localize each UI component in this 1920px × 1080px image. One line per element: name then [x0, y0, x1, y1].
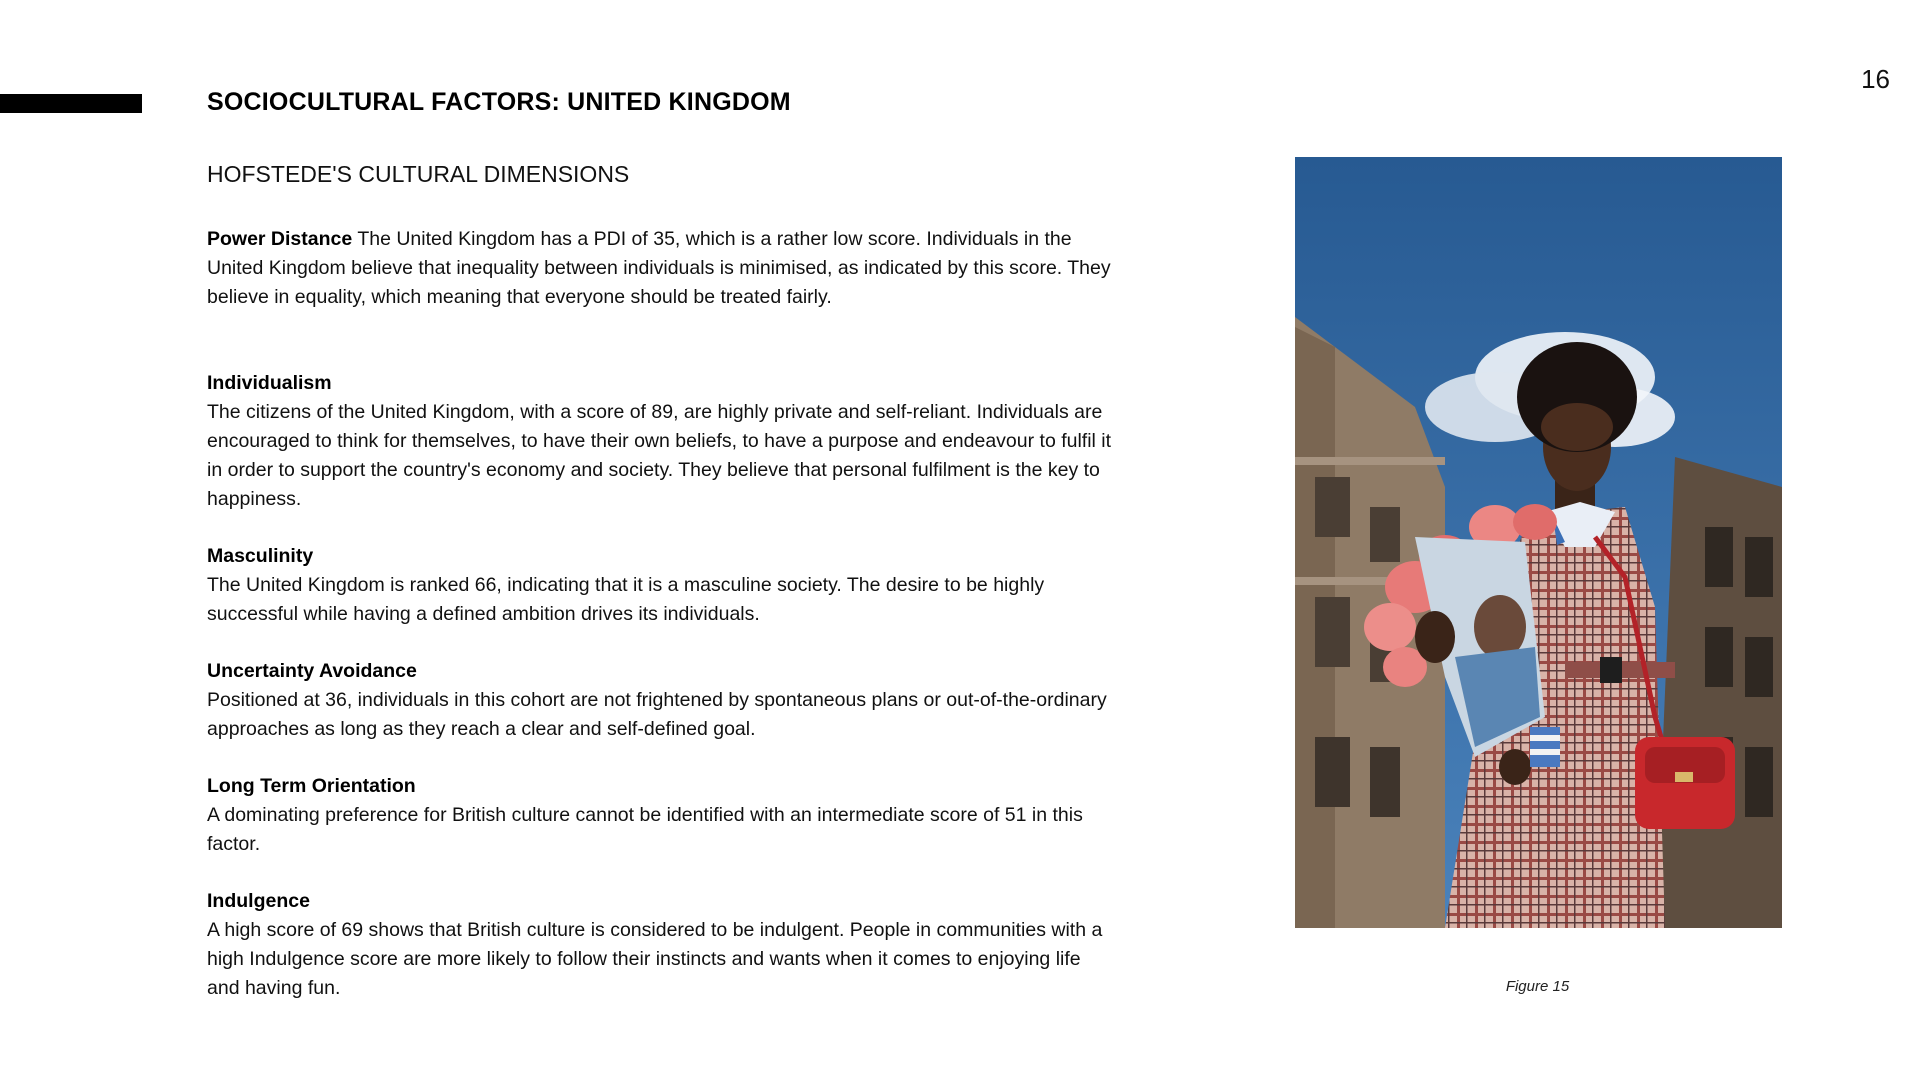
- page-title: SOCIOCULTURAL FACTORS: UNITED KINGDOM: [207, 88, 791, 116]
- section-heading: Indulgence: [207, 890, 310, 912]
- section-subtitle: HOFSTEDE'S CULTURAL DIMENSIONS: [207, 161, 630, 187]
- accent-bar: [0, 94, 142, 113]
- section-heading: Power Distance: [207, 228, 353, 250]
- section-power-distance: [207, 225, 1112, 312]
- fashion-photo: [1295, 157, 1782, 928]
- dimensions-content: [207, 225, 1112, 1031]
- section-body: A high score of 69 shows that British culture is considered to be indulgent. People in communities with a high Indulgence score are more likely to follow their instincts and wants when it comes to enjoying life and having fun.: [207, 919, 1103, 999]
- fashion-photo-illustration: [1295, 157, 1782, 928]
- section-individualism: [207, 369, 1112, 514]
- section-heading: Long Term Orientation: [207, 775, 416, 797]
- section-body: Positioned at 36, individuals in this cohort are not frightened by spontaneous plans or out-of-the-ordinary approaches as long as they reach a clear and self-defined goal.: [207, 689, 1107, 740]
- section-masculinity: [207, 542, 1112, 629]
- section-indulgence: [207, 887, 1112, 1003]
- section-uncertainty-avoidance: [207, 657, 1112, 744]
- figure-caption: Figure 15: [1505, 978, 1570, 995]
- section-body: The citizens of the United Kingdom, with a score of 89, are highly private and self-reliant. Individuals are encouraged to think for themselves, to have their own beliefs, to have a purpose and endeavour to fulfil it in order to support the country's economy and society. They believe that personal fulfilment is the key to happiness.: [207, 401, 1112, 510]
- page-number: 16: [1861, 64, 1890, 94]
- section-body: The United Kingdom is ranked 66, indicating that it is a masculine society. The desire to be highly successful while having a defined ambition drives its individuals.: [207, 574, 1045, 625]
- section-heading: Individualism: [207, 372, 332, 394]
- section-heading: Uncertainty Avoidance: [207, 660, 417, 682]
- section-long-term-orientation: [207, 772, 1112, 859]
- section-body: The United Kingdom has a PDI of 35, which is a rather low score. Individuals in the United Kingdom believe that inequality between individuals is minimised, as indicated by this score. They believe in equality, which meaning that everyone should be treated fairly.: [207, 228, 1111, 308]
- section-heading: Masculinity: [207, 545, 314, 567]
- section-body: A dominating preference for British culture cannot be identified with an intermediate score of 51 in this factor.: [207, 804, 1083, 855]
